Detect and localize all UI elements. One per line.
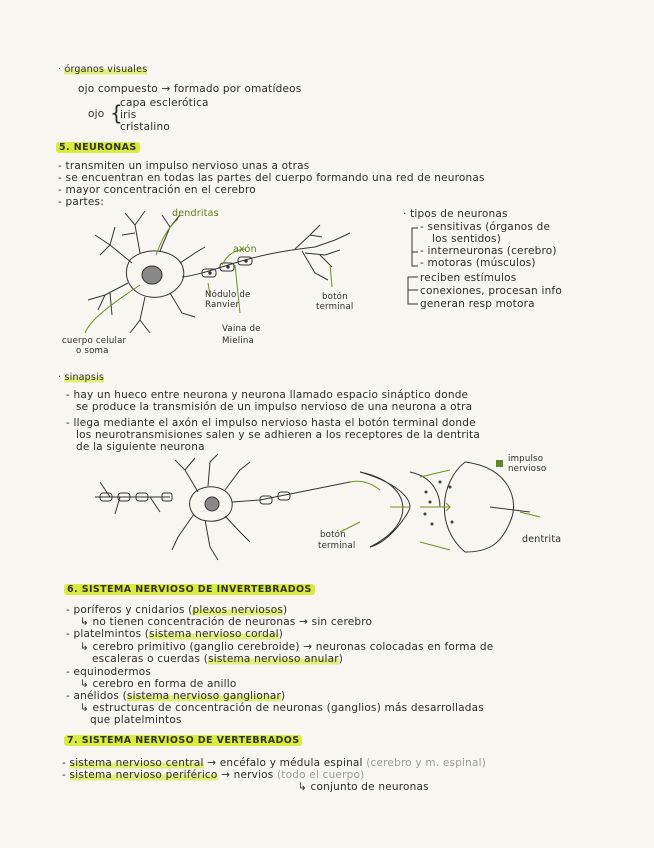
sinapsis-p1-l2: se produce la transmisión de un impulso nervioso de una neurona a otra [76,401,473,413]
ojo-compuesto-line: ojo compuesto → formado por omatídeos [78,83,302,95]
section-heading-vertebrados: 7. SISTEMA NERVIOSO DE VERTEBRADOS [64,735,302,746]
label-dendritas: dendritas [172,208,219,219]
inv-line-3: - platelmintos (sistema nervioso cordal) [66,628,283,640]
inv-line-2: ↳ no tienen concentración de neuronas → sin cerebro [80,616,373,628]
organos-visuales-heading: órganos visuales [64,64,148,75]
sinapsis-p2-l3: de la siguiente neurona [76,441,205,453]
brace-icon: { [110,101,123,125]
ojo-label: ojo [88,108,105,120]
tipos-item-1b: los sentidos) [432,233,502,245]
label-sinapsis-boton: botón [320,530,346,540]
label-axon: axón [233,244,257,255]
label-sinapsis-terminal: terminal [318,541,356,551]
vert-line-2: - sistema nervioso periférico → nervios (todo el cuerpo) [62,769,365,781]
ojo-part-2: iris [120,109,137,121]
label-boton: botón [322,292,348,302]
label-nodulo: Nódulo de [205,290,251,300]
sinapsis-heading: sinapsis [64,372,105,383]
inv-line-10: que platelmintos [90,714,182,726]
label-mielina: Mielina [222,336,254,346]
inv-line-1: - poríferos y cnidarios (plexos nerviosos) [66,604,288,616]
organos-visuales-line: · órganos visuales [58,64,148,75]
sinapsis-p2-l1: - llega mediante el axón el impulso nervioso hasta el botón terminal donde [66,417,476,429]
inv-line-7: ↳ cerebro en forma de anillo [80,678,237,690]
tipos-desc-1: reciben estímulos [420,272,517,284]
vert-line-3: ↳ conjunto de neuronas [298,781,429,793]
label-ranvier: Ranvier [205,300,240,310]
label-impulso: impulso [508,454,544,464]
tipos-item-2: - interneuronas (cerebro) [420,245,557,257]
sinapsis-line: · sinapsis [58,372,105,383]
label-vaina: Vaina de [222,324,261,334]
tipos-item-1: - sensitivas (órganos de [420,221,551,233]
inv-line-4: ↳ cerebro primitivo (ganglio cerebroide) → neuronas colocadas en forma de [80,641,494,653]
neuronas-bullet-3: - mayor concentración en el cerebro [58,184,256,196]
label-dentrita: dentrita [522,534,562,545]
inv-line-5: escaleras o cuerdas (sistema nervioso anular) [92,653,344,665]
label-nervioso: nervioso [508,464,547,474]
inv-line-9: ↳ estructuras de concentración de neuronas (ganglios) más desarrolladas [80,702,484,714]
label-terminal: terminal [316,302,354,312]
neuronas-bullet-4: - partes: [58,196,104,208]
vert-line-1: - sistema nervioso central → encéfalo y médula espinal (cerebro y m. espinal) [62,757,487,769]
sinapsis-p2-l2: los neurotransmisiones salen y se adhieren a los receptores de la dentrita [76,429,480,441]
neuronas-bullet-1: - transmiten un impulso nervioso unas a otras [58,160,310,172]
sinapsis-p1-l1: - hay un hueco entre neurona y neurona llamado espacio sináptico donde [66,389,469,401]
tipos-desc-3: generan resp motora [420,298,535,310]
ojo-part-3: cristalino [120,121,170,133]
neuronas-bullet-2: - se encuentran en todas las partes del cuerpo formando una red de neuronas [58,172,485,184]
ojo-part-1: capa esclerótica [120,97,209,109]
section-heading-invertebrados: 6. SISTEMA NERVIOSO DE INVERTEBRADOS [64,584,315,595]
inv-line-6: - equinodermos [66,666,152,678]
inv-line-8: - anélidos (sistema nervioso ganglionar) [66,690,286,702]
tipos-item-3: - motoras (músculos) [420,257,536,269]
tipos-heading: · tipos de neuronas [403,208,508,220]
label-soma: o soma [76,346,109,356]
section-heading-neuronas: 5. NEURONAS [56,142,140,153]
tipos-desc-2: conexiones, procesan info [420,285,562,297]
tipos-bracket [404,222,420,312]
label-cuerpo-celular: cuerpo celular [62,336,127,346]
